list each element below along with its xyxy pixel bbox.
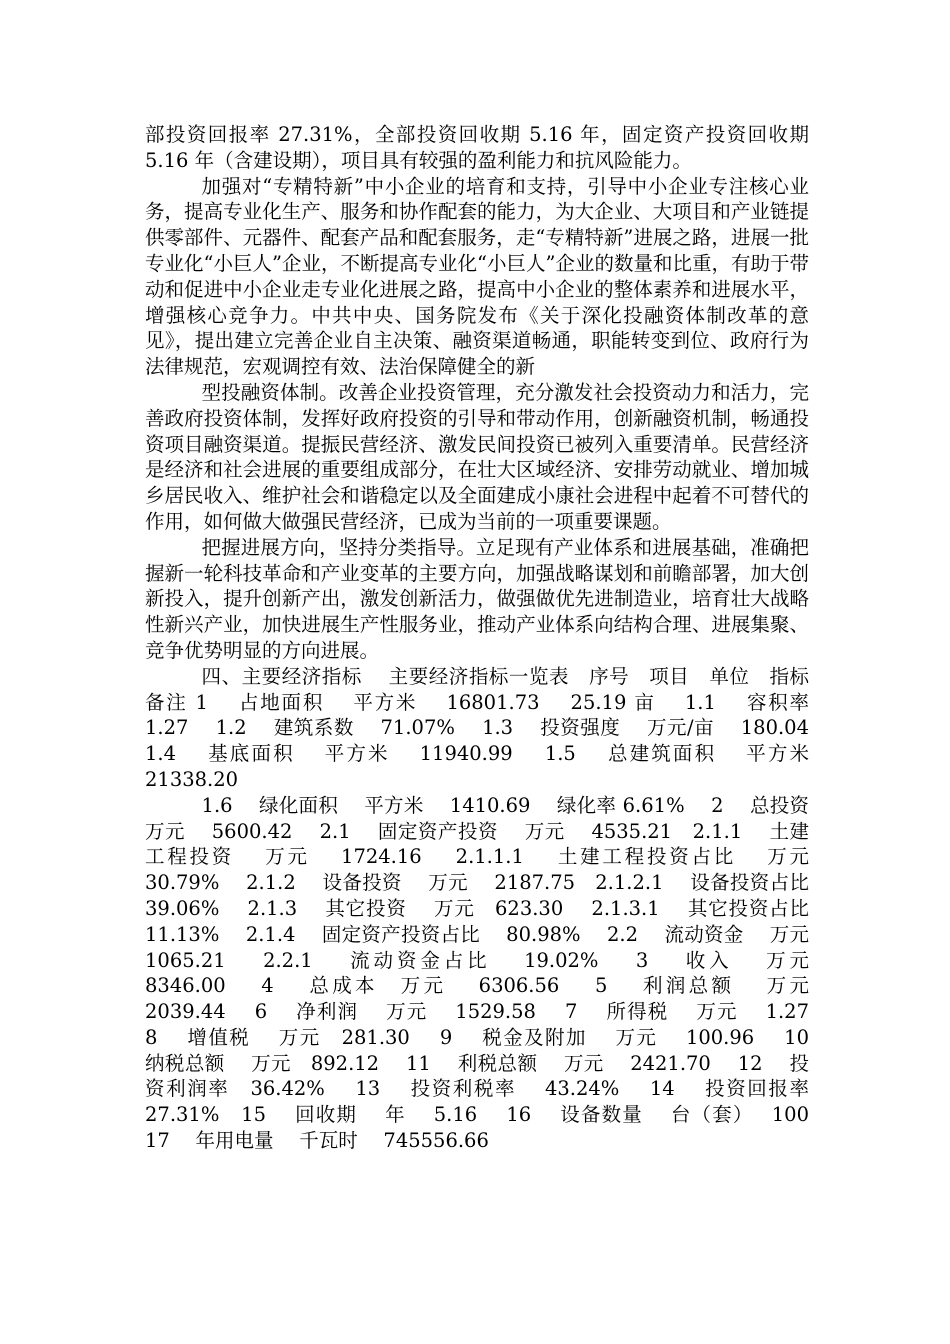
- paragraph-investment-system: 型投融资体制。改善企业投资管理，充分激发社会投资动力和活力，完善政府投资体制，发挥好政府投资的引导和带动作用，创新融资机制，畅通投资项目融资渠道。提振民营经济、激发民间投资已被列入重要清单。民营经济是经济和社会进展的重要组成部分，在壮大区域经济、安排劳动就业、增加城乡居民收入、维护社会和谐稳定以及全面建成小康社会进程中起着不可替代的作用，如何做大做强民营经济，已成为当前的一项重要课题。: [145, 380, 809, 533]
- paragraph-development-direction: 把握进展方向，坚持分类指导。立足现有产业体系和进展基础，准确把握新一轮科技革命和产业变革的主要方向，加强战略谋划和前瞻部署，加大创新投入，提升创新产出，激发创新活力，做强做优先进制造业，培育壮大战略性新兴产业，加快进展生产性服务业，推动产业体系向结构合理、进展集聚、竞争优势明显的方向进展。: [145, 535, 809, 662]
- paragraph-indicator-details: 1.6 绿化面积 平方米 1410.69 绿化率 6.61% 2 总投资 万元 5600.42 2.1 固定资产投资 万元 4535.21 2.1.1 土建工程投资 万元 1724.16 2.1.1.1 土建工程投资占比 万元 30.79% 2.1.2 设备投资 万元 2187.75 2.1.2.1 设备投资占比 39.06% 2.1.3 其它投资 万元 623.30 2.1.3.1 其它投资占比 11.13% 2.1.4 固定资产投资占比 80.98% 2.2 流动资金 万元 1065.21 2.2.1 流动资金占比 19.02% 3 收入 万元 8346.00 4 总成本 万元 6306.56 5 利润总额 万元 2039.44 6 净利润 万元 1529.58 7 所得税 万元 1.27 8 增值税 万元 281.30 9 税金及附加 万元 100.96 10 纳税总额 万元 892.12 11 利税总额 万元 2421.70 12 投资利润率 36.42% 13 投资利税率 43.24% 14 投资回报率 27.31% 15 回收期 年 5.16 16 设备数量 台（套） 100 17 年用电量 千瓦时 745556.66: [145, 793, 835, 1153]
- paragraph-specialized-enterprises: 加强对“专精特新”中小企业的培育和支持，引导中小企业专注核心业务，提高专业化生产、服务和协作配套的能力，为大企业、大项目和产业链提供零部件、元器件、配套产品和配套服务，走“专精特新”进展之路，进展一批专业化“小巨人”企业，不断提高专业化“小巨人”企业的数量和比重，有助于带动和促进中小企业走专业化进展之路，提高中小企业的整体素养和进展水平，增强核心竞争力。中共中央、国务院发布《关于深化投融资体制改革的意见》，提出建立完善企业自主决策、融资渠道畅通，职能转变到位、政府行为法律规范，宏观调控有效、法治保障健全的新: [145, 174, 809, 379]
- paragraph-economic-indicators: 四、主要经济指标 主要经济指标一览表 序号 项目 单位 指标 备注 1 占地面积 平方米 16801.73 25.19 亩 1.1 容积率 1.27 1.2 建筑系数 71.07% 1.3 投资强度 万元/亩 180.04 1.4 基底面积 平方米 11940.99 1.5 总建筑面积 平方米 21338.20: [145, 664, 835, 791]
- paragraph-investment-return: 部投资回报率 27.31%，全部投资回收期 5.16 年，固定资产投资回收期 5.16 年（含建设期），项目具有较强的盈利能力和抗风险能力。: [145, 123, 809, 172]
- body-text: [145, 122, 835, 1154]
